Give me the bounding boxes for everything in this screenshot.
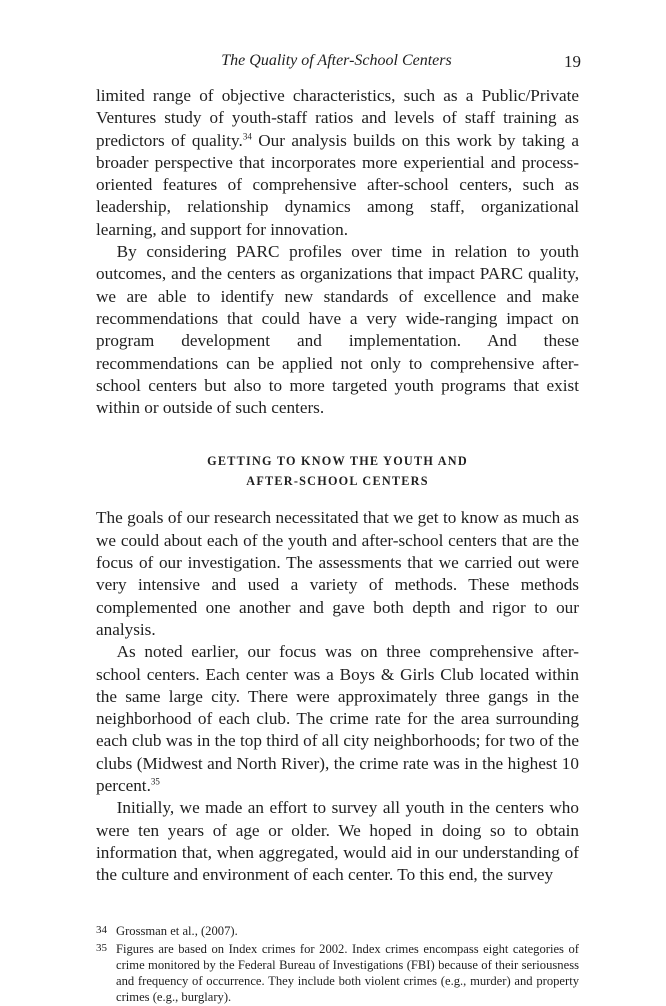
paragraph-text-after-note: Our analysis builds on this work by taking a broader perspective that incorporates more experiential and process-oriented features of comprehensive after-school centers, such as leadership, relationship dynamics among staff, organizational learning, and support for innovation. [96,130,579,239]
footnotes [96,923,579,1006]
paragraph-parc-profiles: By considering PARC profiles over time in relation to youth outcomes, and the centers as organizations that impact PARC quality, we are able to identify new standards of excellence and make recommendations that could have a very wide-ranging impact on program development and implementation. And these recommendations can be applied not only to comprehensive after-school centers but also to more targeted youth programs that exist within or outside of such centers. [96,242,579,418]
paragraph-centers-text: As noted earlier, our focus was on three comprehensive after-school centers. Each center was a Boys & Girls Club located within the same large city. There were approximately three gangs in the neighborhood of each club. The crime rate for the area surrounding each club was in the top third of all city neighborhoods; for two of the clubs (Midwest and North River), the crime rate was in the highest 10 percent. [96,642,579,796]
paragraph-text-before-note: limited range of objective characteristics, such as a Public/Private Ventures study of youth-staff ratios and levels of staff training as predictors of quality. [96,86,579,150]
running-title: The Quality of After-School Centers [221,52,452,69]
paragraph-quality-predictors [96,85,579,241]
running-header [96,48,581,74]
paragraph-youth-survey: Initially, we made an effort to survey all youth in the centers who were ten years of age or older. We hoped in doing so to obtain information that, when aggregated, would aid in our understanding of the culture and environment of each center. To this end, the survey [96,798,579,885]
footnote-number: 35 [96,941,107,954]
footnote-34 [96,923,579,939]
footnote-text: Figures are based on Index crimes for 2002. Index crimes encompass eight categories of crime monitored by the Federal Bureau of Investigations (FBI) because of their seriousness and frequency of occurrence. They include both violent crimes (e.g., murder) and property crimes (e.g., burglary). [116,941,579,1005]
paragraph-research-goals: The goals of our research necessitated that we get to know as much as we could about each of the youth and after-school centers that are the focus of our investigation. The assessments that we carried out were very intensive and used a variety of methods. These methods complemented one another and gave both depth and rigor to our analysis. [96,508,579,639]
footnote-text: Grossman et al., (2007). [116,923,238,938]
section-heading [96,451,579,491]
main-text [96,85,579,887]
section-heading-line-1: GETTING TO KNOW THE YOUTH AND [207,454,468,469]
footnote-number: 34 [96,923,107,936]
section-heading-line-2: AFTER-SCHOOL CENTERS [246,474,429,489]
page-number: 19 [564,52,581,71]
paragraph-centers-description [96,641,579,797]
footnote-35 [96,941,579,1006]
footnote-reference-34: 34 [242,130,252,141]
footnote-reference-35: 35 [150,776,160,787]
